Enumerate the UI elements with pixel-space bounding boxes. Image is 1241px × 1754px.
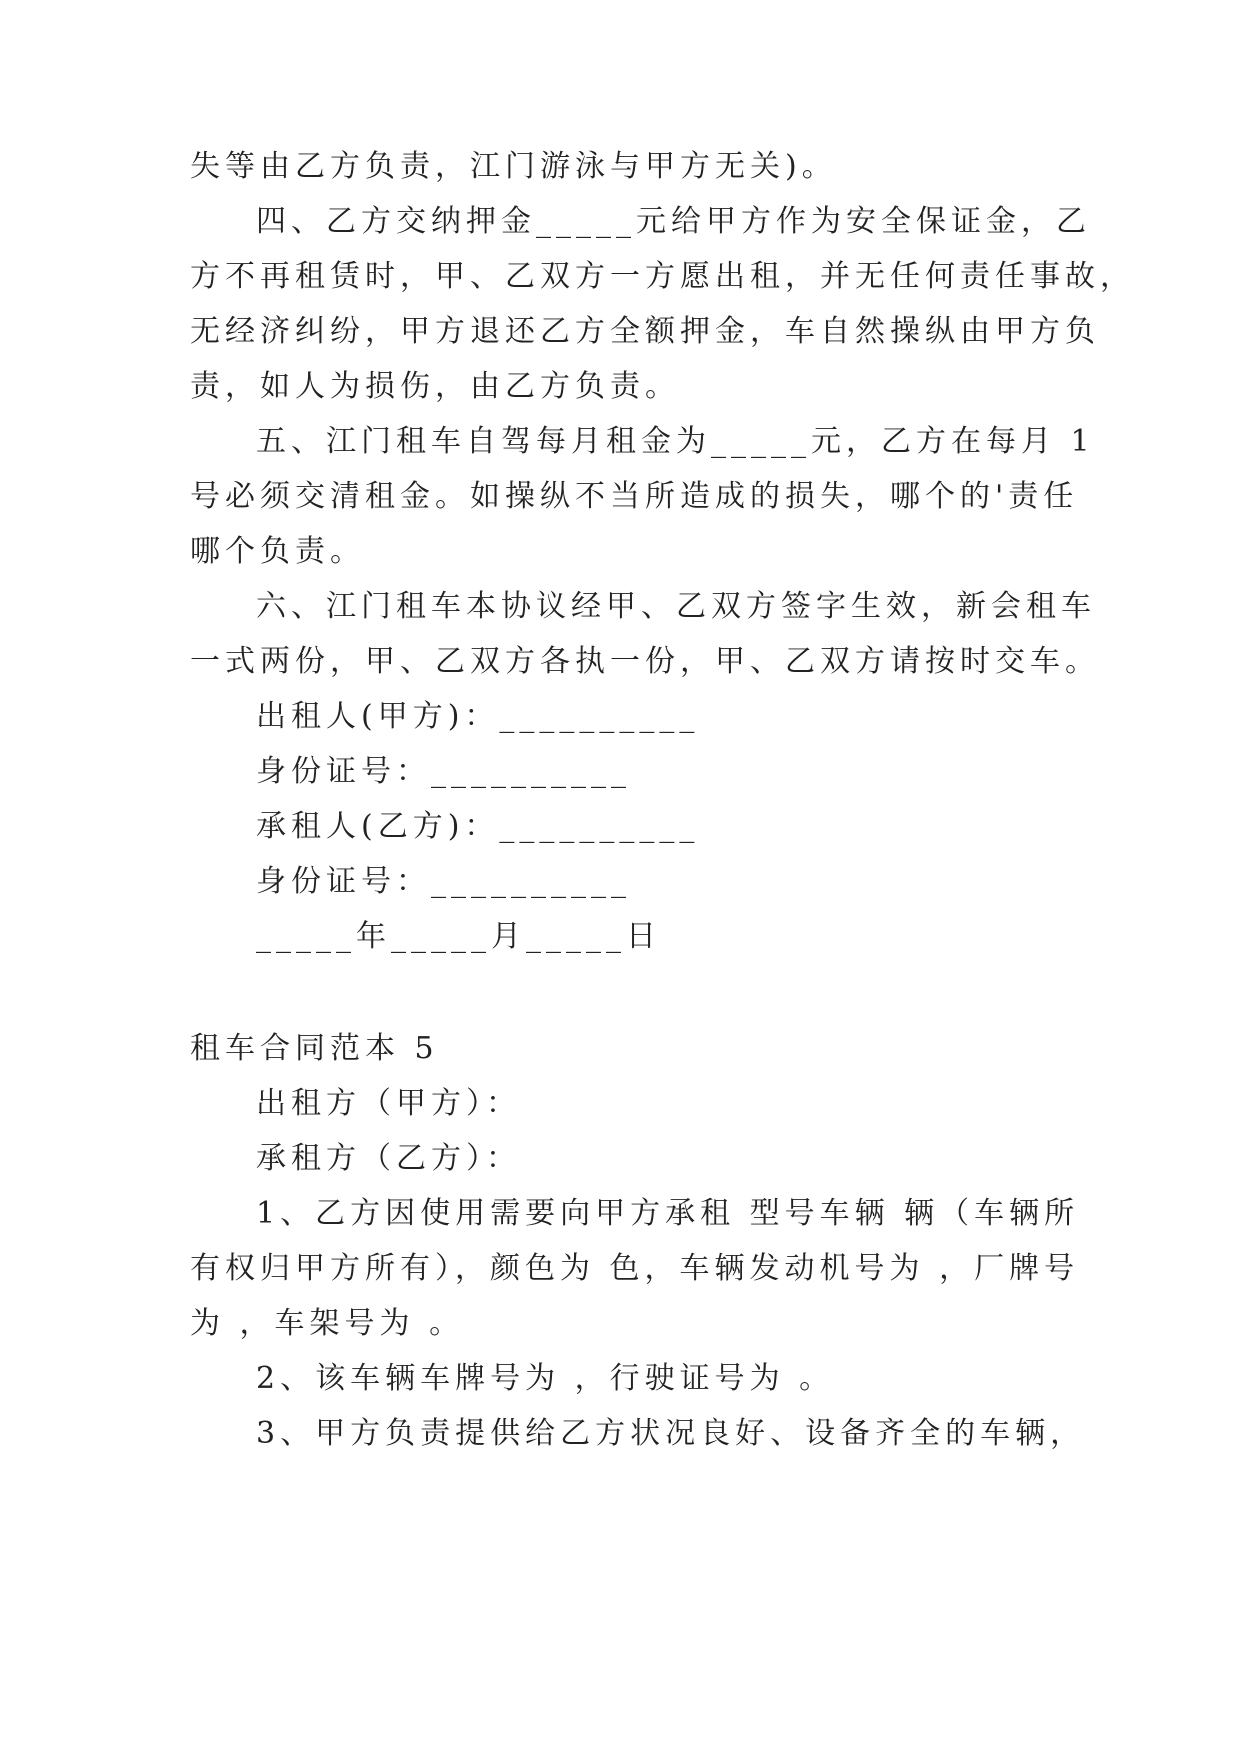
- paragraph-line: 失等由乙方负责，江门游泳与甲方无关)。: [190, 149, 837, 184]
- item-1-line: 有权归甲方所有），颜色为 色，车辆发动机号为 ，厂牌号: [190, 1251, 1080, 1286]
- item-2-line: 2、该车辆车牌号为 ，行驶证号为 。: [256, 1361, 835, 1396]
- clause-5-line: 号必须交清租金。如操纵不当所造成的损失，哪个的'责任: [190, 479, 1079, 514]
- clause-4-line: 方不再租赁时，甲、乙双方一方愿出租，并无任何责任事故，: [190, 259, 1135, 294]
- clause-4-line: 责，如人为损伤，由乙方负责。: [190, 369, 680, 404]
- clause-6-line: 六、江门租车本协议经甲、乙双方签字生效，新会租车: [256, 589, 1096, 624]
- clause-4-line: 无经济纠纷，甲方退还乙方全额押金，车自然操纵由甲方负: [190, 314, 1100, 349]
- lessee-id-line: 身份证号：__________: [256, 864, 631, 899]
- section-title: 租车合同范本 5: [190, 1031, 439, 1066]
- lessor-id-line: 身份证号：__________: [256, 754, 631, 789]
- lessee-party-line: 承租方（乙方）：: [256, 1141, 521, 1176]
- lessee-signature-line: 承租人(乙方)：__________: [256, 809, 700, 844]
- clause-6-line: 一式两份，甲、乙双方各执一份，甲、乙双方请按时交车。: [190, 644, 1100, 679]
- item-3-line: 3、甲方负责提供给乙方状况良好、设备齐全的车辆，: [256, 1416, 1086, 1451]
- lessor-party-line: 出租方（甲方）：: [256, 1086, 521, 1121]
- clause-5-line: 五、江门租车自驾每月租金为_____元，乙方在每月 1: [256, 424, 1095, 459]
- clause-4-line: 四、乙方交纳押金_____元给甲方作为安全保证金，乙: [256, 204, 1091, 239]
- clause-5-line: 哪个负责。: [190, 534, 365, 569]
- item-1-line: 1、乙方因使用需要向甲方承租 型号车辆 辆（车辆所: [256, 1196, 1080, 1231]
- lessor-signature-line: 出租人(甲方)：__________: [256, 699, 700, 734]
- date-line: _____年_____月_____日: [256, 919, 661, 954]
- item-1-line: 为 ，车架号为 。: [190, 1306, 465, 1341]
